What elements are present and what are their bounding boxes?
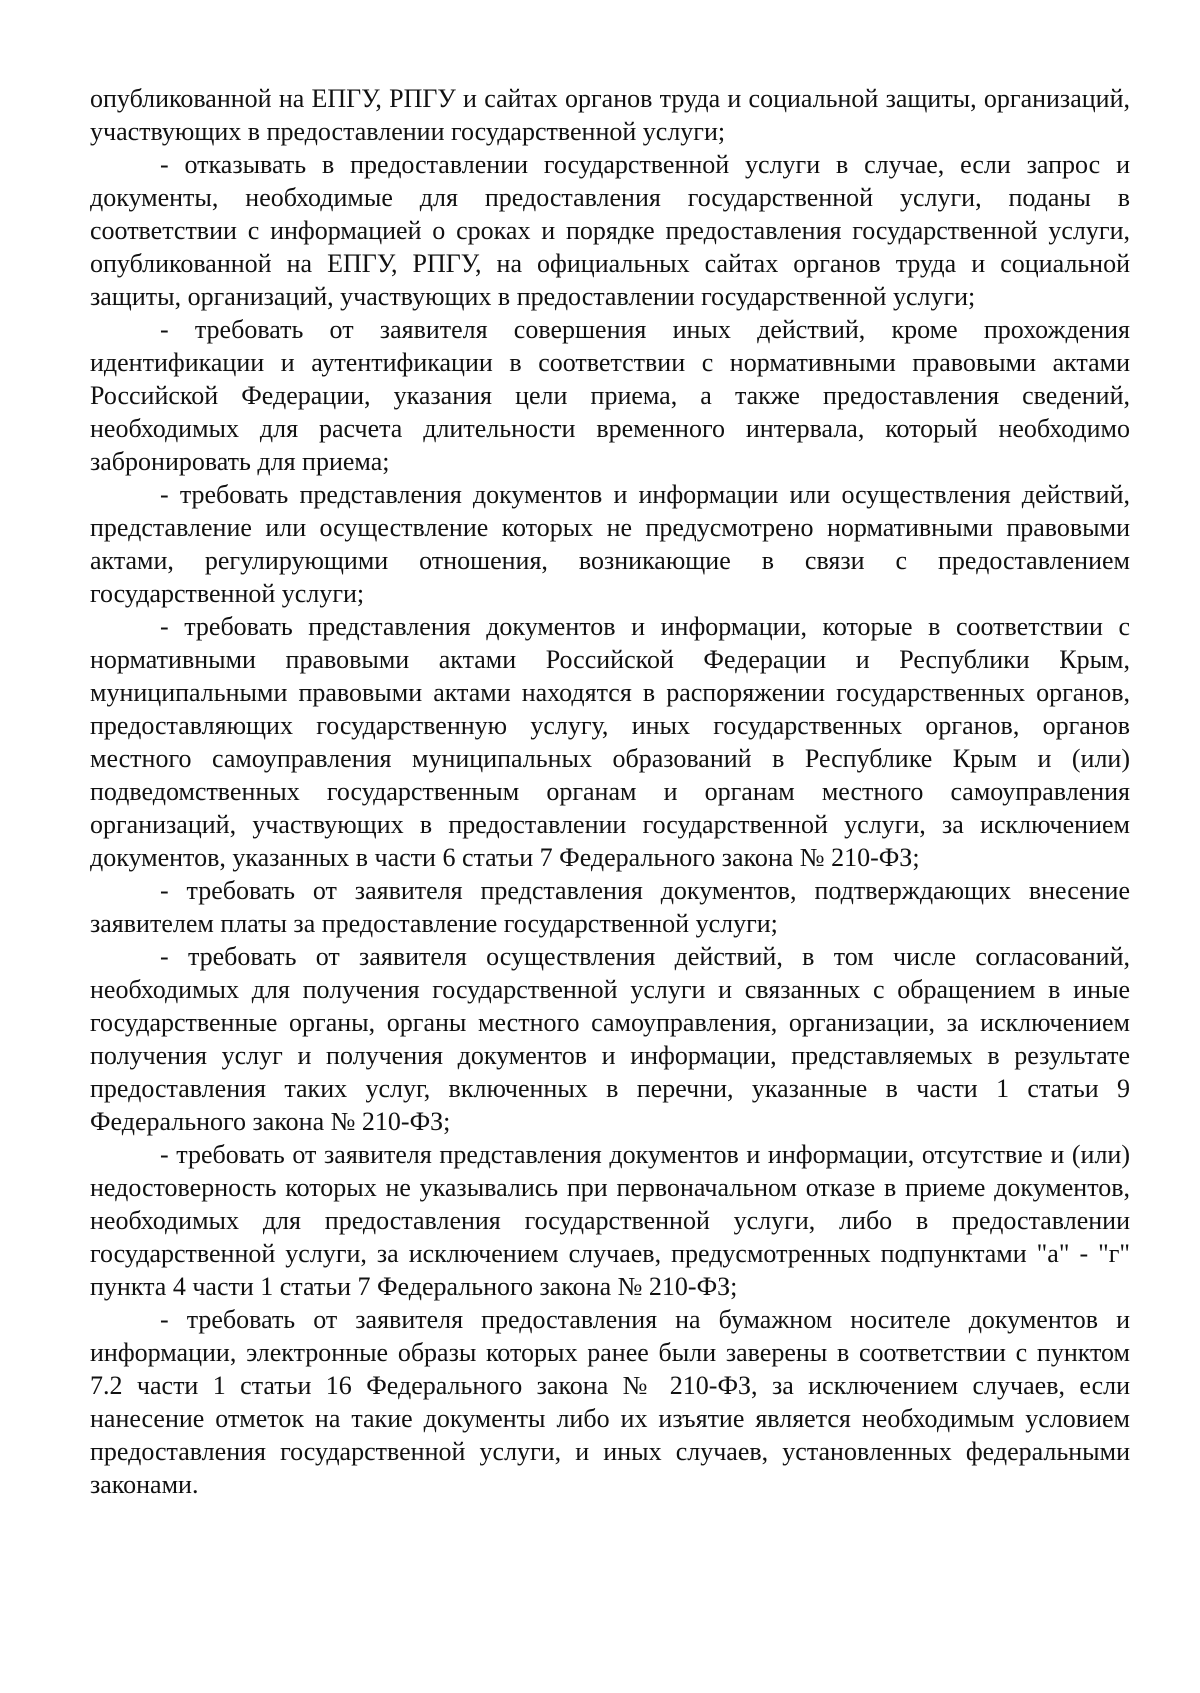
- paragraph-require-approvals: - требовать от заявителя осуществления действий, в том числе согласований, необходимых для получения государственной услуги и связанных с обращением в иные государственные органы, органы местного самоуправления, организации, за исключением получения услуг и получения документов и информации, представляемых в результате предоставления таких услуг, включенных в перечни, указанные в части 1 статьи 9 Федерального закона № 210-ФЗ;: [90, 942, 1130, 1136]
- paragraph-require-missing-documents: - требовать от заявителя представления документов и информации, отсутствие и (или) недостоверность которых не указывались при первоначальном отказе в приеме документов, необходимых для предоставления государственной услуги, либо в предоставлении государственной услуги, за исключением случаев, предусмотренных подпунктами "а" - "г" пункта 4 части 1 статьи 7 Федерального закона № 210-ФЗ;: [90, 1140, 1130, 1301]
- paragraph-refuse-service: - отказывать в предоставлении государственной услуги в случае, если запрос и документы, необходимые для предоставления государственной услуги, поданы в соответствии с информацией о сроках и порядке предоставления государственной услуги, опубликованной на ЕПГУ, РПГУ, на официальных сайтах органов труда и социальной защиты, организаций, участвующих в предоставлении государственной услуги;: [90, 150, 1130, 311]
- paragraph-require-actions: - требовать от заявителя совершения иных действий, кроме прохождения идентификации и аутентификации в соответствии с нормативными правовыми актами Российской Федерации, указания цели приема, а также предоставления сведений, необходимых для расчета длительности временного интервала, который необходимо забронировать для приема;: [90, 315, 1130, 476]
- document-body: [90, 82, 1130, 1501]
- paragraph-require-payment-proof: - требовать от заявителя представления документов, подтверждающих внесение заявителем платы за предоставление государственной услуги;: [90, 876, 1130, 938]
- paragraph-require-paper-documents: - требовать от заявителя предоставления на бумажном носителе документов и информации, электронные образы которых ранее были заверены в соответствии с пунктом 7.2 части 1 статьи 16 Федерального закона № 210-ФЗ, за исключением случаев, если нанесение отметок на такие документы либо их изъятие является необходимым условием предоставления государственной услуги, и иных случаев, установленных федеральными законами.: [90, 1305, 1130, 1499]
- paragraph-require-documents: - требовать представления документов и информации или осуществления действий, представление или осуществление которых не предусмотрено нормативными правовыми актами, регулирующими отношения, возникающие в связи с предоставлением государственной услуги;: [90, 480, 1130, 608]
- paragraph-continuation: опубликованной на ЕПГУ, РПГУ и сайтах органов труда и социальной защиты, организаций, участвующих в предоставлении государственной услуги;: [90, 84, 1130, 146]
- paragraph-require-held-documents: - требовать представления документов и информации, которые в соответствии с нормативными правовыми актами Российской Федерации и Республики Крым, муниципальными правовыми актами находятся в распоряжении государственных органов, предоставляющих государственную услугу, иных государственных органов, органов местного самоуправления муниципальных образований в Республике Крым и (или) подведомственных государственным органам и органам местного самоуправления организаций, участвующих в предоставлении государственной услуги, за исключением документов, указанных в части 6 статьи 7 Федерального закона № 210-ФЗ;: [90, 612, 1130, 872]
